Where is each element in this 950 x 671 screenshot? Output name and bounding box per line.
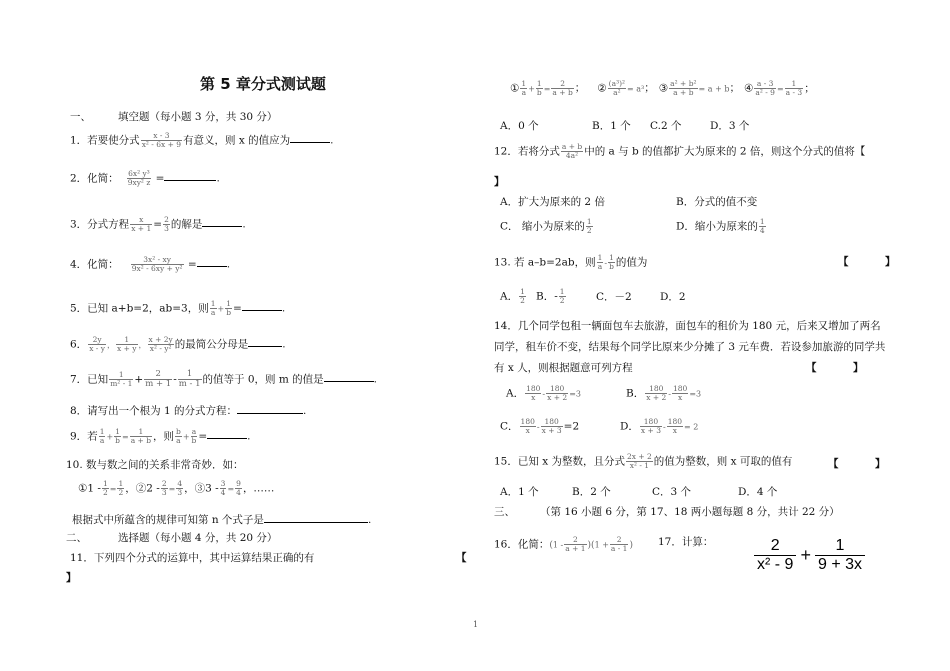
q12-option-b[interactable]: B．分式的值不变 bbox=[676, 196, 758, 208]
q12-option-d[interactable]: D．缩小为原来的 $\frac{1}{4}$ bbox=[676, 217, 765, 235]
answer-bracket-open: 【 bbox=[456, 552, 467, 564]
question-17-expression: $\frac{2}{\text{x² - 9}}$ + $\frac{1}{9 + 3x}$ bbox=[754, 537, 865, 575]
question-11: 11．下列四个分式的运算中，其中运算结果正确的有 bbox=[70, 552, 315, 564]
fraction: $\frac{1}{9 + 3x}$ bbox=[815, 537, 865, 575]
q11-option-b[interactable]: B．1 个 bbox=[592, 120, 631, 132]
answer-bracket-close: 】 bbox=[66, 572, 77, 584]
q12-option-a[interactable]: A．扩大为原来的 2 倍 bbox=[500, 196, 605, 208]
fraction: $\frac{x - 3}{\text{x² - 6x + 9}}$ bbox=[141, 131, 182, 149]
question-10-prompt: 根据式中所蕴含的规律可知第 n 个式子是 . bbox=[72, 514, 372, 526]
section-1-number: 一、 bbox=[70, 111, 91, 123]
answer-bracket-close: 】 bbox=[494, 176, 505, 188]
question-12: 12．若将分式 $\frac{a + b}{\text{4a²}}$ 中的 a 与 b 的值都扩大为原来的 2 倍，则这个分式的值将【 bbox=[494, 142, 866, 160]
q13-option-c[interactable]: C．－2 bbox=[596, 291, 632, 303]
question-16: 16．化简：(1 - $\frac{2}{a + 1}$ )(1 + $\frac{2}{a - 1}$ ) bbox=[494, 535, 633, 553]
q14-option-a[interactable]: A． $\frac{180}{x}$ - $\frac{180}{x + 2}$ =3 bbox=[506, 384, 581, 402]
fraction: $\frac{2}{\text{x² - 9}}$ bbox=[754, 537, 796, 575]
answer-blank[interactable] bbox=[264, 512, 368, 523]
q11-option-a[interactable]: A．0 个 bbox=[500, 120, 539, 132]
question-15: 15．已知 x 为整数，且分式 $\frac{2x + 2}{\text{x² - 1}}$ 的值为整数，则 x 可取的值有 bbox=[494, 452, 793, 470]
q13-option-b[interactable]: B．- $\frac{1}{2}$ bbox=[536, 287, 565, 305]
question-2: 2．化简： $\frac{\text{6x² y³}}{\text{9xy² z}}$ = . bbox=[70, 169, 220, 187]
answer-blank[interactable] bbox=[202, 216, 242, 227]
page-number: 1 bbox=[473, 620, 479, 629]
question-9: 9．若 $\frac{1}{a}$ + $\frac{1}{b}$ = $\frac{1}{a + b}$ ，则 $\frac{b}{a}$ + $\frac{a}{b}$ = . bbox=[70, 427, 251, 445]
question-7: 7．已知 $\frac{1}{\text{m² - 1}}$ + $\frac{2}{m + 1}$ - $\frac{1}{m - 1}$ 的值等于 0，则 m 的值是 . bbox=[70, 369, 378, 389]
question-3: 3．分式方程 $\frac{x}{x + 1}$ = $\frac{2}{3}$ 的解是 . bbox=[70, 215, 246, 233]
q15-option-d[interactable]: D．4 个 bbox=[738, 486, 778, 498]
answer-bracket: 【 】 bbox=[828, 458, 886, 470]
q11-option-c[interactable]: C.2 个 bbox=[650, 120, 682, 132]
answer-blank[interactable] bbox=[324, 371, 374, 382]
page-title: 第 5 章分式测试题 bbox=[200, 75, 326, 93]
question-4: 4．化简： $\frac{\text{3x² - xy}}{\text{9x² - 6xy + y²}}$ = . bbox=[70, 255, 231, 273]
answer-bracket: 【 】 bbox=[838, 256, 896, 268]
section-3-number: 三、 bbox=[494, 506, 515, 518]
answer-blank[interactable] bbox=[242, 300, 282, 311]
q15-option-c[interactable]: C．3 个 bbox=[652, 486, 692, 498]
question-1: 1．若要使分式 $\frac{x - 3}{\text{x² - 6x + 9}}$ 有意义，则 x 的值应为 . bbox=[70, 131, 334, 149]
question-17: 17．计算： bbox=[658, 536, 714, 548]
section-2-number: 二、 bbox=[66, 532, 87, 544]
q14-option-d[interactable]: D． $\frac{180}{x + 3}$ - $\frac{180}{x}$ = 2 bbox=[620, 417, 699, 435]
question-14-line-1: 14．几个同学包租一辆面包车去旅游，面包车的租价为 180 元，后来又增加了两名 bbox=[494, 320, 881, 332]
answer-blank[interactable] bbox=[237, 403, 303, 414]
answer-blank[interactable] bbox=[248, 336, 282, 347]
q14-option-b[interactable]: B． $\frac{180}{x + 2}$ - $\frac{180}{x}$ =3 bbox=[626, 384, 702, 402]
answer-blank[interactable] bbox=[207, 428, 247, 439]
question-13: 13. 若 a–b=2ab，则 $\frac{1}{a}$ - $\frac{1}{b}$ 的值为 bbox=[494, 253, 648, 271]
answer-blank[interactable] bbox=[197, 256, 227, 267]
question-5: 5．已知 a+b=2，ab=3，则 $\frac{1}{a}$ + $\frac{1}{b}$ = . bbox=[70, 299, 286, 317]
section-3-heading: （第 16 小题 6 分，第 17、18 两小题每题 8 分，共计 22 分） bbox=[540, 506, 840, 518]
question-14-line-3: 有 x 人，则根据题意可列方程 bbox=[494, 362, 633, 374]
question-10-examples: ①1 - $\frac{1}{2}$ = $\frac{1}{2}$ ，②2 - $\frac{2}{3}$ = $\frac{4}{3}$ ，③3 - $\frac{3}{4}$ = $\frac{9}{4}$ ，…… bbox=[78, 479, 275, 497]
q13-option-d[interactable]: D．2 bbox=[660, 291, 686, 303]
answer-blank[interactable] bbox=[164, 170, 216, 181]
answer-bracket: 【 】 bbox=[806, 362, 864, 374]
section-1-heading: 填空题（每小题 3 分，共 30 分） bbox=[118, 111, 278, 123]
q12-option-c[interactable]: C． 缩小为原来的 $\frac{1}{2}$ bbox=[500, 217, 592, 235]
answer-blank[interactable] bbox=[290, 132, 330, 143]
q15-option-a[interactable]: A．1 个 bbox=[500, 486, 539, 498]
q13-option-a[interactable]: A． $\frac{1}{2}$ bbox=[500, 287, 525, 305]
question-6: 6． $\frac{2y}{x - y}$ ， $\frac{1}{x + y}$ ， $\frac{x + 2y}{\text{x² - y²}}$ 的最简公分母是 . bbox=[70, 335, 286, 353]
question-14-line-2: 同学，租车价不变，结果每个同学比原来少分摊了 3 元车费．若设参加旅游的同学共 bbox=[494, 341, 886, 353]
q15-option-b[interactable]: B．2 个 bbox=[572, 486, 611, 498]
q11-option-d[interactable]: D．3 个 bbox=[710, 120, 750, 132]
section-2-heading: 选择题（每小题 4 分，共 20 分） bbox=[118, 532, 278, 544]
question-8: 8．请写出一个根为 1 的分式方程： . bbox=[70, 405, 307, 417]
question-10: 10. 数与数之间的关系非常奇妙．如： bbox=[66, 459, 244, 471]
q14-option-c[interactable]: C． $\frac{180}{x}$ - $\frac{180}{x + 3}$ =2 bbox=[500, 417, 580, 435]
question-11-statements: ① $\frac{1}{a}$ + $\frac{1}{b}$ = $\frac{2}{a + b}$ ； ② $\frac{\text{(a³)²}}{\text{a²}}$ = a³； ③ $\frac{\text{a² + b²}}{a + b}$ = a + b； ④ $\frac{a - 3}{\text{a² - 9}}$ = $\frac{1}{a - 3}$ ； bbox=[510, 79, 815, 97]
